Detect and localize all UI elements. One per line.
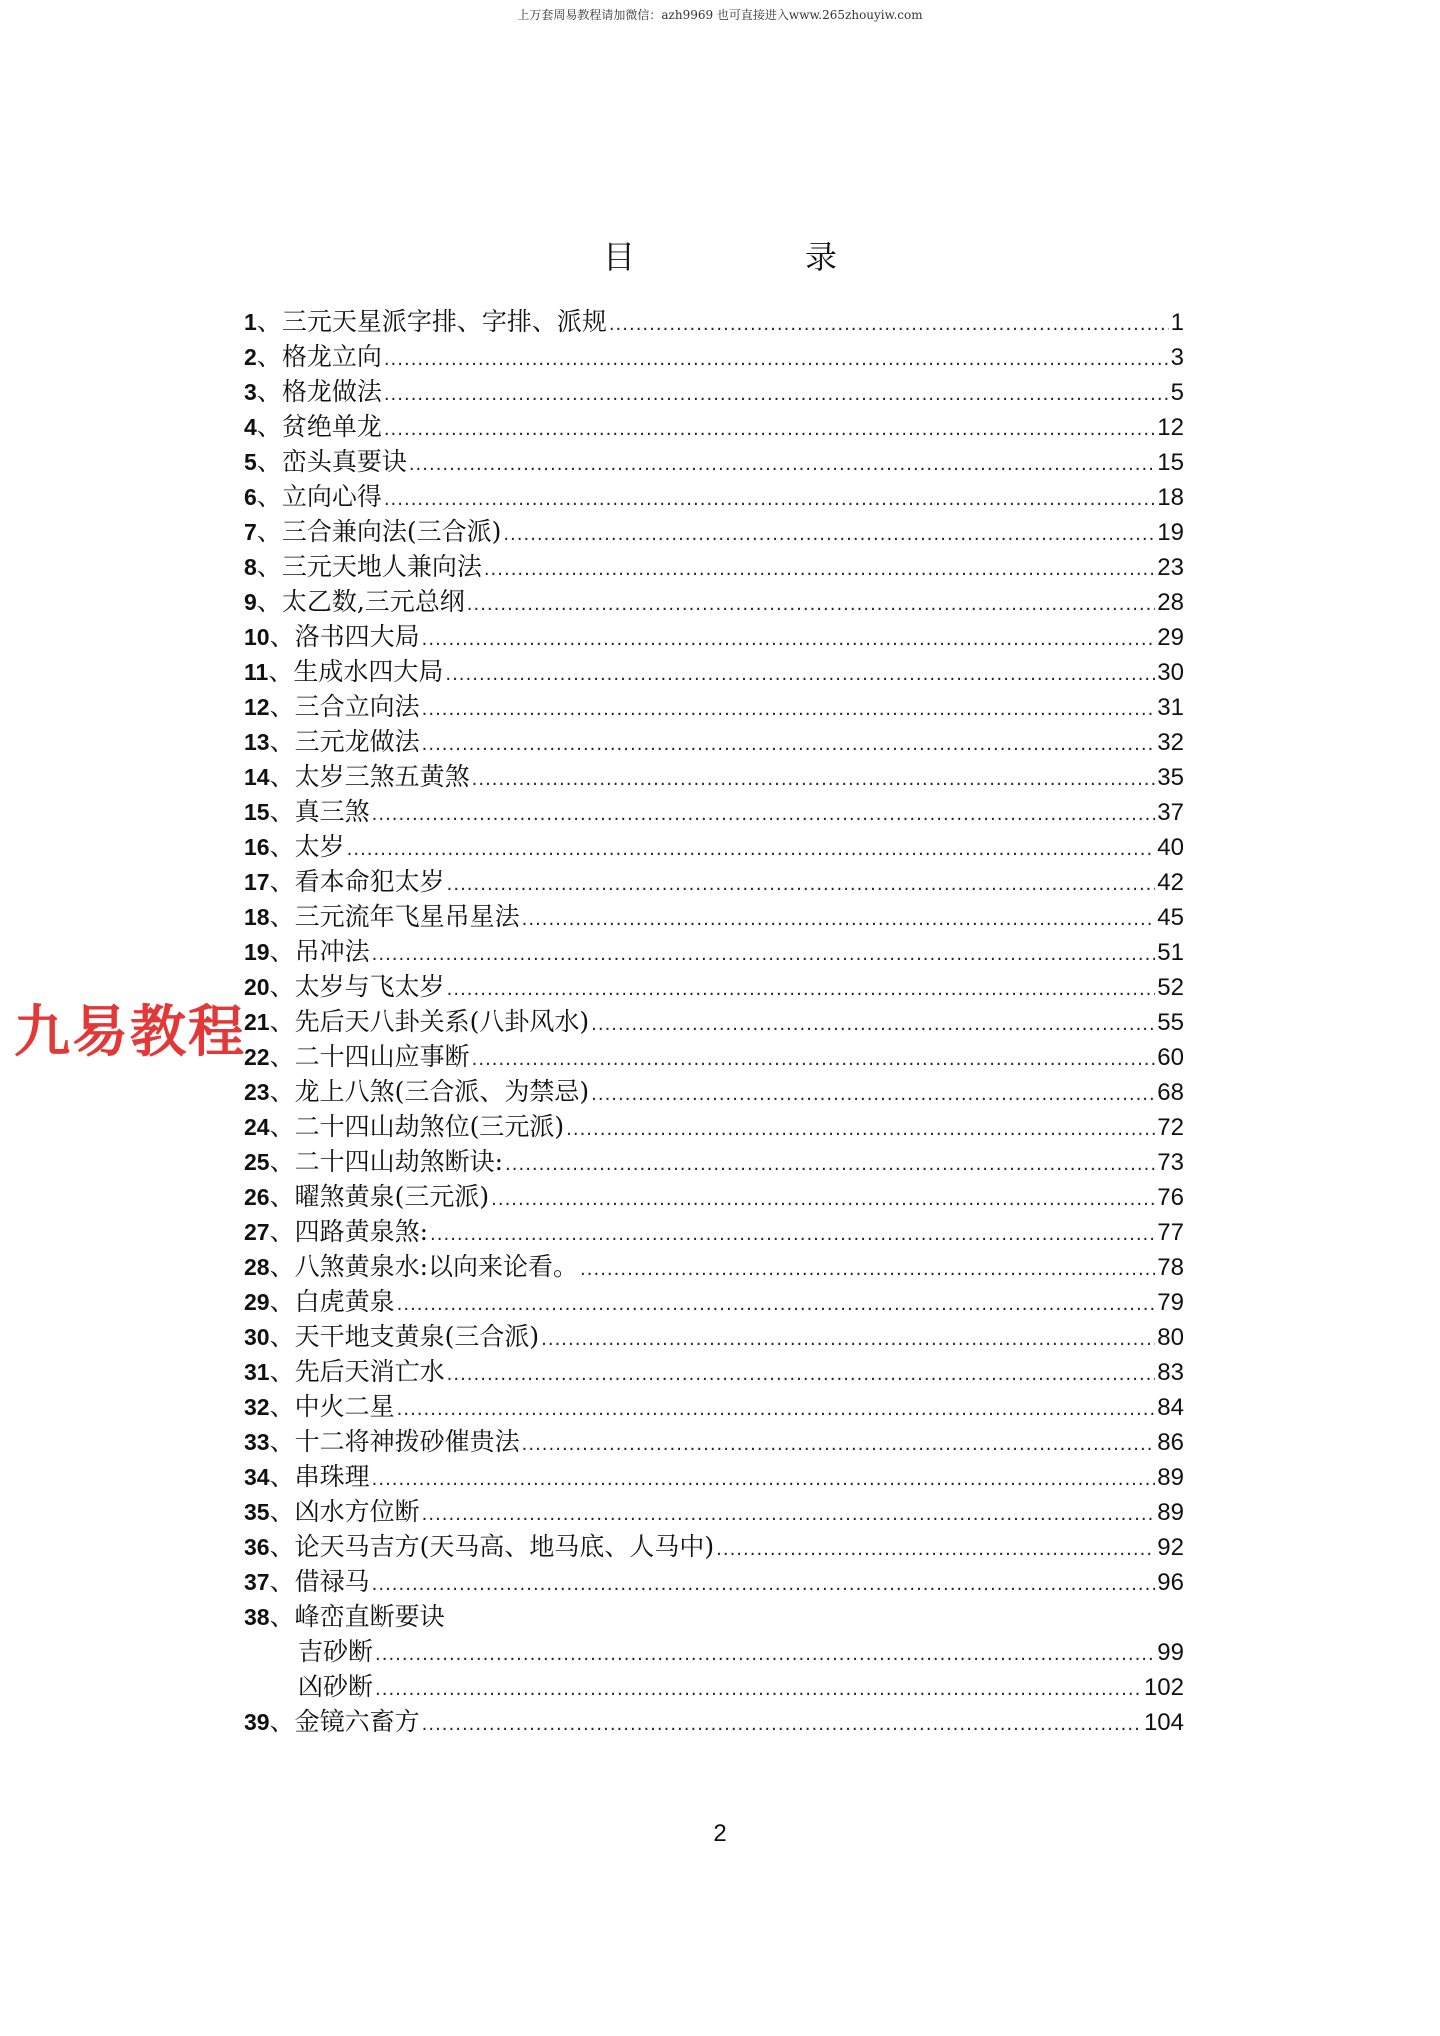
toc-entry <box>244 1492 1184 1527</box>
toc-entry <box>244 1352 1184 1387</box>
toc-entry-separator: 、 <box>269 1357 295 1386</box>
toc-entry-number: 1 <box>244 309 257 335</box>
toc-entry-separator: 、 <box>269 797 295 826</box>
toc-entry-number: 13 <box>244 729 270 755</box>
toc-entry-page: 15 <box>1157 449 1184 476</box>
toc-entry-number: 9 <box>244 589 257 615</box>
toc-entry-leader <box>397 1294 1156 1315</box>
toc-entry-page: 76 <box>1157 1184 1184 1211</box>
toc-entry-separator: 、 <box>269 1707 295 1736</box>
toc-entry-page: 86 <box>1157 1429 1184 1456</box>
toc-entry-page: 60 <box>1157 1044 1184 1071</box>
toc-entry-title: 立向心得 <box>281 482 382 511</box>
toc-entry-separator: 、 <box>269 1182 295 1211</box>
toc-entry-number: 33 <box>244 1429 270 1455</box>
toc-entry-number: 18 <box>244 904 270 930</box>
toc-entry <box>244 1527 1184 1562</box>
toc-entry-title: 先后天八卦关系(八卦风水) <box>294 1007 590 1036</box>
toc-entry-separator: 、 <box>269 1532 295 1561</box>
toc-entry-title: 十二将神拨砂催贵法 <box>294 1427 520 1456</box>
toc-entry-separator: 、 <box>269 1322 295 1351</box>
toc-entry-number: 32 <box>244 1394 270 1420</box>
toc-entry-leader <box>503 524 1155 545</box>
toc-entry-number: 19 <box>244 939 270 965</box>
toc-entry <box>244 897 1184 932</box>
toc-entry-page: 29 <box>1157 624 1184 651</box>
toc-entry-leader <box>372 1574 1156 1595</box>
toc-entry-page: 42 <box>1157 869 1184 896</box>
toc-entry-leader <box>375 1679 1142 1700</box>
toc-entry-separator: 、 <box>269 1077 295 1106</box>
toc-entry-title: 三元龙做法 <box>294 727 420 756</box>
toc-entry-leader <box>384 349 1169 370</box>
toc-entry <box>244 1667 1184 1702</box>
toc-entry-page: 92 <box>1157 1534 1184 1561</box>
toc-entry-separator: 、 <box>256 342 282 371</box>
toc-entry <box>244 582 1184 617</box>
toc-entry-number: 8 <box>244 554 257 580</box>
toc-entry-number: 37 <box>244 1569 270 1595</box>
toc-entry-leader <box>491 1189 1155 1210</box>
toc-entry-number: 24 <box>244 1114 270 1140</box>
toc-entry-leader <box>409 454 1155 475</box>
toc-entry-separator: 、 <box>269 1112 295 1141</box>
toc-entry <box>244 722 1184 757</box>
toc-entry-page: 79 <box>1157 1289 1184 1316</box>
toc-entry-separator: 、 <box>269 1147 295 1176</box>
toc-entry-number: 22 <box>244 1044 270 1070</box>
toc-entry-leader <box>422 629 1156 650</box>
toc-entry-title: 借禄马 <box>294 1567 370 1596</box>
toc-entry-page: 31 <box>1157 694 1184 721</box>
toc-entry <box>244 1072 1184 1107</box>
toc-entry-page: 28 <box>1157 589 1184 616</box>
toc-entry-separator: 、 <box>269 727 295 756</box>
toc-entry-page: 51 <box>1157 939 1184 966</box>
toc-entry-leader <box>505 1154 1155 1175</box>
toc-entry-title: 中火二星 <box>294 1392 395 1421</box>
toc-entry-title: 天干地支黄泉(三合派) <box>294 1322 540 1351</box>
toc-entry-leader <box>467 594 1156 615</box>
toc-entry-number: 21 <box>244 1009 270 1035</box>
toc-entry-number: 14 <box>244 764 270 790</box>
toc-entry-title: 四路黄泉煞: <box>294 1217 429 1246</box>
toc-entry <box>244 477 1184 512</box>
toc-entry-leader <box>484 559 1155 580</box>
toc-entry-page: 77 <box>1157 1219 1184 1246</box>
toc-entry-number: 34 <box>244 1464 270 1490</box>
toc-entry-leader <box>422 1714 1142 1735</box>
toc-entry-separator: 、 <box>268 657 294 686</box>
toc-entry <box>244 1037 1184 1072</box>
toc-entry <box>244 1632 1184 1667</box>
toc-entry-title: 二十四山应事断 <box>294 1042 470 1071</box>
toc-entry-page: 32 <box>1157 729 1184 756</box>
toc-entry-leader <box>347 839 1156 860</box>
toc-entry-title: 龙上八煞(三合派、为禁忌) <box>294 1077 590 1106</box>
toc-entry-leader <box>372 944 1156 965</box>
toc-entry <box>244 1282 1184 1317</box>
toc-entry-separator: 、 <box>269 1217 295 1246</box>
title-char-left: 目 <box>602 238 635 276</box>
toc-entry-title: 三元流年飞星吊星法 <box>294 902 520 931</box>
toc-entry <box>244 967 1184 1002</box>
toc-entry-page: 89 <box>1157 1499 1184 1526</box>
toc-entry-title: 太岁 <box>294 832 345 861</box>
toc-entry <box>244 617 1184 652</box>
toc-entry <box>244 1387 1184 1422</box>
toc-entry <box>244 547 1184 582</box>
toc-entry-number: 5 <box>244 449 257 475</box>
toc-entry-title: 论天马吉方(天马高、地马底、人马中) <box>294 1532 715 1561</box>
toc-entry-title: 看本命犯太岁 <box>294 867 445 896</box>
toc-entry-page: 89 <box>1157 1464 1184 1491</box>
toc-entry-leader <box>716 1539 1155 1560</box>
toc-entry-title: 二十四山劫煞断诀: <box>294 1147 504 1176</box>
toc-entry <box>244 1597 1184 1632</box>
toc-entry-number: 38 <box>244 1604 270 1630</box>
toc-entry-separator: 、 <box>256 447 282 476</box>
toc-entry-leader <box>447 1364 1156 1385</box>
toc-entry <box>244 1177 1184 1212</box>
toc-entry-number: 11 <box>244 659 269 685</box>
toc-entry <box>244 512 1184 547</box>
toc-entry-page: 37 <box>1157 799 1184 826</box>
toc-entry-number: 30 <box>244 1324 270 1350</box>
toc-entry-leader <box>447 979 1156 1000</box>
toc-entry-separator: 、 <box>269 1427 295 1456</box>
toc-entry-separator: 、 <box>269 937 295 966</box>
toc-entry-number: 17 <box>244 869 270 895</box>
toc-entry-title: 白虎黄泉 <box>294 1287 395 1316</box>
toc-entry-page: 5 <box>1170 379 1184 406</box>
toc-entry-number: 29 <box>244 1289 270 1315</box>
toc-entry-leader <box>422 1504 1156 1525</box>
toc-entry <box>244 1247 1184 1282</box>
toc-entry-page: 40 <box>1157 834 1184 861</box>
toc-entry-leader <box>609 314 1169 335</box>
toc-entry-separator: 、 <box>269 1497 295 1526</box>
toc-entry <box>244 652 1184 687</box>
toc-entry-page: 1 <box>1170 309 1184 336</box>
toc-entry-title: 八煞黄泉水:以向来论看。 <box>294 1252 579 1281</box>
toc-entry-leader <box>541 1329 1155 1350</box>
toc-entry-leader <box>422 734 1156 755</box>
toc-entry-title: 峰峦直断要诀 <box>294 1602 445 1631</box>
toc-entry-leader <box>447 874 1156 895</box>
toc-entry-page: 84 <box>1157 1394 1184 1421</box>
toc-entry-title: 三合兼向法(三合派) <box>281 517 502 546</box>
toc-entry-number: 20 <box>244 974 270 1000</box>
toc-entry-number: 23 <box>244 1079 270 1105</box>
toc-entry-number: 36 <box>244 1534 270 1560</box>
toc-entry <box>244 1457 1184 1492</box>
page-title <box>0 232 1440 278</box>
toc-entry-title: 先后天消亡水 <box>294 1357 445 1386</box>
toc-entry-title: 太乙数,三元总纲 <box>281 587 465 616</box>
toc-entry-title: 太岁与飞太岁 <box>294 972 445 1001</box>
toc-entry-page: 35 <box>1157 764 1184 791</box>
toc-entry-leader <box>580 1259 1155 1280</box>
toc-entry-number: 27 <box>244 1219 270 1245</box>
toc-entry-page: 73 <box>1157 1149 1184 1176</box>
toc-entry <box>244 827 1184 862</box>
toc-entry-leader <box>591 1084 1155 1105</box>
toc-entry-title: 串珠理 <box>294 1462 370 1491</box>
toc-entry-title: 格龙立向 <box>281 342 382 371</box>
toc-entry-separator: 、 <box>269 762 295 791</box>
toc-entry-separator: 、 <box>269 1042 295 1071</box>
toc-entry-page: 102 <box>1143 1674 1184 1701</box>
toc-entry-leader <box>591 1014 1155 1035</box>
toc-entry <box>244 372 1184 407</box>
toc-entry-title: 贫绝单龙 <box>281 412 382 441</box>
toc-entry-separator: 、 <box>269 832 295 861</box>
toc-entry-number: 16 <box>244 834 270 860</box>
toc-entry-separator: 、 <box>256 377 282 406</box>
toc-entry <box>244 1317 1184 1352</box>
title-char-right: 录 <box>805 238 838 276</box>
toc-entry-number: 3 <box>244 379 257 405</box>
toc-entry <box>244 302 1184 337</box>
toc-entry-title: 峦头真要诀 <box>281 447 407 476</box>
toc-entry-separator: 、 <box>269 902 295 931</box>
toc-entry-title: 二十四山劫煞位(三元派) <box>294 1112 565 1141</box>
watermark-logo: 九易教程 <box>14 1000 246 1065</box>
toc-entry-page: 52 <box>1157 974 1184 1001</box>
toc-entry-leader <box>384 384 1169 405</box>
toc-entry-number: 25 <box>244 1149 270 1175</box>
toc-entry <box>244 687 1184 722</box>
toc-entry-title: 凶砂断 <box>298 1672 374 1701</box>
toc-entry-leader <box>375 1644 1155 1665</box>
toc-entry <box>244 442 1184 477</box>
toc-entry-number: 12 <box>244 694 270 720</box>
toc-entry-number: 35 <box>244 1499 270 1525</box>
toc-entry-page: 104 <box>1143 1709 1184 1736</box>
toc-entry-leader <box>422 699 1156 720</box>
toc-entry-title: 生成水四大局 <box>293 657 444 686</box>
toc-entry-number: 26 <box>244 1184 270 1210</box>
toc-entry-leader <box>384 419 1155 440</box>
toc-entry-title: 格龙做法 <box>281 377 382 406</box>
toc-entry-separator: 、 <box>269 1252 295 1281</box>
toc-entry-page: 3 <box>1170 344 1184 371</box>
toc-entry <box>244 1702 1184 1737</box>
toc-entry <box>244 1562 1184 1597</box>
toc-entry-separator: 、 <box>256 552 282 581</box>
toc-entry-page: 83 <box>1157 1359 1184 1386</box>
toc-entry-page: 99 <box>1157 1639 1184 1666</box>
toc-entry-separator: 、 <box>256 307 282 336</box>
toc-entry-page: 23 <box>1157 554 1184 581</box>
table-of-contents <box>244 302 1184 1737</box>
toc-entry-separator: 、 <box>269 1602 295 1631</box>
toc-entry-number: 31 <box>244 1359 270 1385</box>
page-header: 上万套周易教程请加微信：azh9969 也可直接进入www.265zhouyiw.com <box>517 8 923 22</box>
toc-entry-page: 78 <box>1157 1254 1184 1281</box>
toc-entry-page: 55 <box>1157 1009 1184 1036</box>
toc-entry-separator: 、 <box>269 867 295 896</box>
toc-entry-number: 10 <box>244 624 270 650</box>
toc-entry-title: 凶水方位断 <box>294 1497 420 1526</box>
toc-entry-leader <box>472 1049 1156 1070</box>
toc-entry-page: 96 <box>1157 1569 1184 1596</box>
toc-entry-title: 真三煞 <box>294 797 370 826</box>
toc-entry-page: 18 <box>1157 484 1184 511</box>
toc-entry-leader <box>566 1119 1155 1140</box>
toc-entry-separator: 、 <box>269 972 295 1001</box>
toc-entry-separator: 、 <box>269 1007 295 1036</box>
toc-entry-separator: 、 <box>269 1462 295 1491</box>
toc-entry <box>244 1002 1184 1037</box>
toc-entry-separator: 、 <box>256 517 282 546</box>
toc-entry <box>244 1212 1184 1247</box>
toc-entry-number: 4 <box>244 414 257 440</box>
toc-entry <box>244 792 1184 827</box>
toc-entry-leader <box>522 1434 1156 1455</box>
toc-entry-leader <box>430 1224 1155 1245</box>
toc-entry-title: 三合立向法 <box>294 692 420 721</box>
toc-entry-separator: 、 <box>269 1392 295 1421</box>
toc-entry-separator: 、 <box>256 587 282 616</box>
toc-entry-number: 6 <box>244 484 257 510</box>
toc-entry-title: 金镜六畜方 <box>294 1707 420 1736</box>
toc-entry-separator: 、 <box>269 1287 295 1316</box>
toc-entry-page: 12 <box>1157 414 1184 441</box>
toc-entry <box>244 337 1184 372</box>
toc-entry <box>244 757 1184 792</box>
toc-entry <box>244 1142 1184 1177</box>
toc-entry-number: 2 <box>244 344 257 370</box>
toc-entry-number: 28 <box>244 1254 270 1280</box>
toc-entry-leader <box>372 804 1156 825</box>
toc-entry-leader <box>372 1469 1156 1490</box>
toc-entry-separator: 、 <box>256 412 282 441</box>
toc-entry-page: 80 <box>1157 1324 1184 1351</box>
toc-entry-title: 三元天地人兼向法 <box>281 552 482 581</box>
toc-entry-title: 吉砂断 <box>298 1637 374 1666</box>
toc-entry-title: 曜煞黄泉(三元派) <box>294 1182 490 1211</box>
toc-entry-leader <box>445 664 1155 685</box>
toc-entry-page: 30 <box>1157 659 1184 686</box>
toc-entry-separator: 、 <box>269 622 295 651</box>
toc-entry-number: 15 <box>244 799 270 825</box>
toc-entry-leader <box>397 1399 1156 1420</box>
toc-entry-title: 太岁三煞五黄煞 <box>294 762 470 791</box>
toc-entry-separator: 、 <box>256 482 282 511</box>
toc-entry <box>244 407 1184 442</box>
toc-entry-title: 洛书四大局 <box>294 622 420 651</box>
toc-entry-leader <box>384 489 1155 510</box>
toc-entry <box>244 862 1184 897</box>
toc-entry-page: 19 <box>1157 519 1184 546</box>
toc-entry-leader <box>522 909 1156 930</box>
toc-entry-page: 72 <box>1157 1114 1184 1141</box>
page-number: 2 <box>713 1820 727 1847</box>
toc-entry-number: 7 <box>244 519 257 545</box>
toc-entry-leader <box>472 769 1156 790</box>
toc-entry <box>244 1107 1184 1142</box>
toc-entry <box>244 932 1184 967</box>
toc-entry <box>244 1422 1184 1457</box>
toc-entry-page: 45 <box>1157 904 1184 931</box>
toc-entry-title: 三元天星派字排、字排、派规 <box>281 307 607 336</box>
toc-entry-title: 吊冲法 <box>294 937 370 966</box>
toc-entry-number: 39 <box>244 1709 270 1735</box>
toc-entry-separator: 、 <box>269 692 295 721</box>
toc-entry-page: 68 <box>1157 1079 1184 1106</box>
toc-entry-separator: 、 <box>269 1567 295 1596</box>
